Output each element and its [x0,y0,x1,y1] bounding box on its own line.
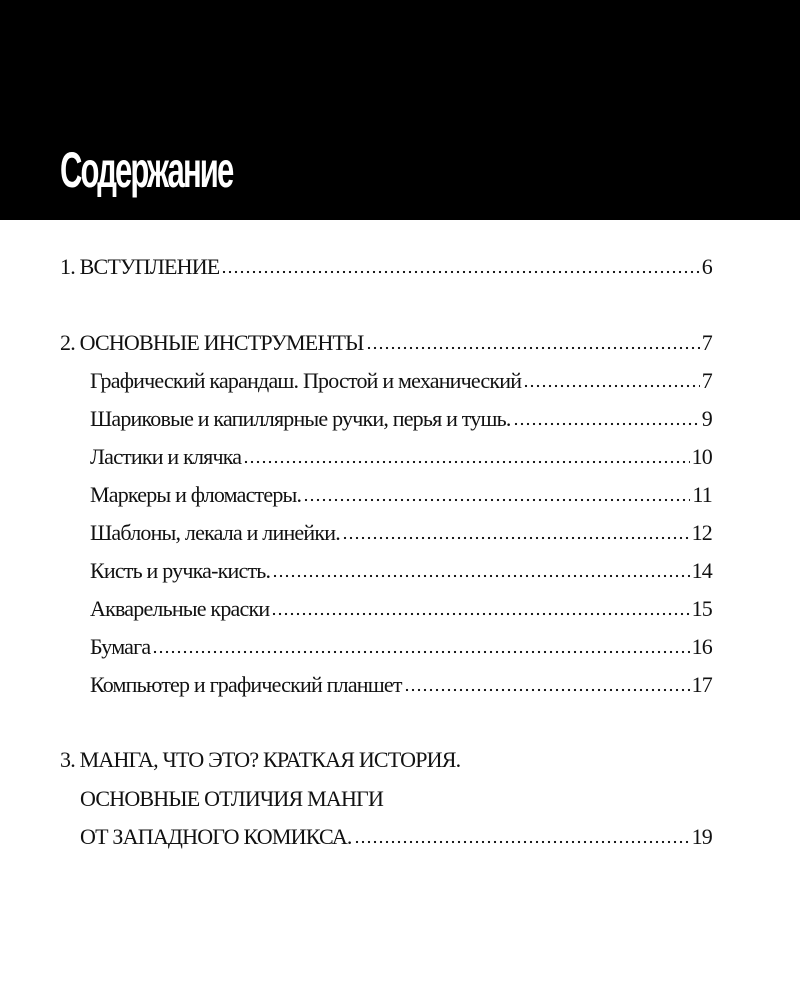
dot-leader [271,612,689,616]
dot-leader [366,346,700,350]
toc-entry-page: 7 [701,330,712,355]
toc-entry-introduction[interactable] [60,249,712,285]
toc-entry-title: Шаблоны, лекала и линейки. [90,520,340,545]
toc-entry-pens[interactable] [90,401,712,437]
dot-leader [272,574,689,578]
toc-entry-manga-line1[interactable]: 3. МАНГА, ЧТО ЭТО? КРАТКАЯ ИСТОРИЯ. [60,747,461,772]
toc-entry-title: Акварельные краски [90,596,270,621]
toc-entry-page: 14 [691,558,712,583]
toc-entry-page: 7 [701,368,712,393]
toc-entry-erasers[interactable] [90,439,712,475]
toc-entry-title: Компьютер и графический планшет [90,672,402,697]
toc-entry-title: 2. ОСНОВНЫЕ ИНСТРУМЕНТЫ [60,330,364,355]
toc-entry-title: Бумага [90,634,151,659]
toc-entry-title: Шариковые и капиллярные ручки, перья и тушь. [90,406,511,431]
dot-leader [221,270,699,274]
page-title: Содержание [60,142,233,198]
dot-leader [243,460,689,464]
toc-entry-brush[interactable] [90,553,712,589]
toc-entry-manga-line2[interactable]: ОСНОВНЫЕ ОТЛИЧИЯ МАНГИ [80,786,384,811]
toc-entry-page: 11 [692,482,712,507]
toc-entry-watercolor[interactable] [90,591,712,627]
toc-entry-main-tools[interactable] [60,325,712,361]
dot-leader [303,498,690,502]
toc-entry-page: 15 [691,596,712,621]
dot-leader [354,840,690,844]
toc-entry-page: 16 [691,634,712,659]
toc-entry-title: 1. ВСТУПЛЕНИЕ [60,254,220,279]
toc-entry-title: Ластики и клячка [90,444,242,469]
toc-entry-templates[interactable] [90,515,712,551]
dot-leader [523,384,700,388]
toc-entry-title: Графический карандаш. Простой и механический [90,368,522,393]
toc-entry-title: Маркеры и фломастеры. [90,482,302,507]
toc-entry-paper[interactable] [90,629,712,665]
dot-leader [342,536,690,540]
toc-entry-pencil[interactable] [90,363,712,399]
toc-entry-page: 6 [701,254,712,279]
toc-entry-page: 10 [691,444,712,469]
dot-leader [152,650,689,654]
toc-entry-page: 17 [691,672,712,697]
toc-entry-markers[interactable] [90,477,712,513]
toc-entry-title: Кисть и ручка-кисть. [90,558,271,583]
toc-entry-computer[interactable] [90,667,712,703]
dot-leader [404,688,690,692]
toc-entry-page: 9 [701,406,712,431]
toc-entry-manga-line3[interactable] [80,819,712,855]
toc-entry-page: 19 [691,824,712,849]
toc-entry-title: ОТ ЗАПАДНОГО КОМИКСА. [80,824,352,849]
dot-leader [513,422,700,426]
toc-entry-page: 12 [691,520,712,545]
